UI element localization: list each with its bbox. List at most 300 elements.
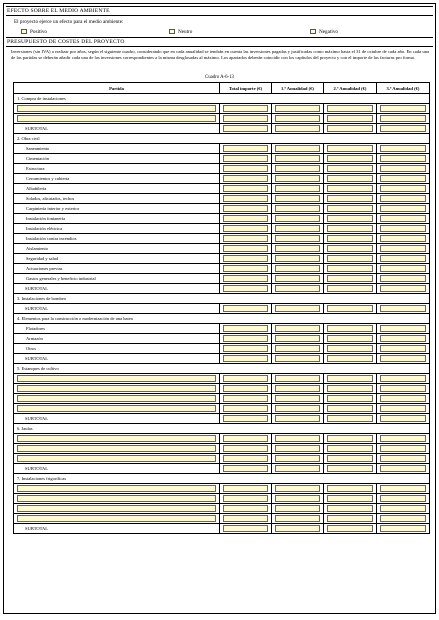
subtotal-row-amount-cell [220,284,272,294]
item-description-input[interactable] [17,445,216,452]
blank-item-row-amount-input[interactable] [327,395,373,402]
blank-item-row-amount-input[interactable] [223,105,268,112]
blank-item-row-amount-input[interactable] [275,515,320,522]
obra-civil-item-row-amount-input[interactable] [223,205,268,212]
blank-item-row-amount-cell [324,434,377,444]
subtotal-row-amount-input[interactable] [223,285,268,292]
subtotal-row-amount-cell [377,304,430,314]
obra-civil-item-row-amount-cell [324,234,377,244]
divider [6,15,433,16]
blank-item-row-amount-input[interactable] [327,505,373,512]
blank-item-row-amount-input[interactable] [275,375,320,382]
obra-civil-item-row-amount-input[interactable] [223,235,268,242]
obra-civil-item-row-amount-input[interactable] [327,235,373,242]
obra-civil-item-row-amount-input[interactable] [223,185,268,192]
blank-item-row-amount-input[interactable] [327,405,373,412]
item-description-input[interactable] [17,485,216,492]
subtotal-row-amount-cell [272,414,324,424]
obra-civil-item-row-amount-cell [272,154,324,164]
subtotal-row-amount-input[interactable] [380,285,426,292]
blank-item-row-amount-input[interactable] [275,485,320,492]
obra-civil-item-row [14,204,430,214]
subtotal-row-amount-input[interactable] [327,525,373,532]
subtotal-row-amount-input[interactable] [380,305,426,312]
item-description-input[interactable] [17,385,216,392]
blank-item-row-amount-input[interactable] [275,505,320,512]
environment-question: El proyecto ejerce un efecto para el medio ambiente: [14,19,124,25]
category-row-obra-civil [14,134,430,144]
obra-civil-item-row-amount-cell [272,244,324,254]
subtotal-row-amount-input[interactable] [327,465,373,472]
obra-civil-item-row-amount-input[interactable] [275,225,320,232]
obra-civil-item-row-amount-input[interactable] [327,245,373,252]
obra-civil-item-row-amount-input[interactable] [275,175,320,182]
subtotal-row-amount-input[interactable] [223,355,268,362]
obra-civil-item-row [14,184,430,194]
blank-item-row-amount-cell [324,514,377,524]
blank-item-row-amount-input[interactable] [275,435,320,442]
subtotal-row-amount-cell [377,354,430,364]
blank-item-row-amount-input[interactable] [223,495,268,502]
divider [6,37,433,38]
blank-item-row [14,514,430,524]
batea-item-row-amount-input[interactable] [275,345,320,352]
batea-item-row-amount-input[interactable] [380,335,426,342]
blank-item-row-amount-input[interactable] [223,445,268,452]
subtotal-row-amount-input[interactable] [380,415,426,422]
blank-item-row-amount-cell [324,374,377,384]
blank-item-row-amount-input[interactable] [275,455,320,462]
blank-item-row-amount-cell [272,114,324,124]
obra-civil-item-row-amount-cell [272,274,324,284]
blank-item-row-amount-cell [220,454,272,464]
obra-civil-item-row-amount-input[interactable] [223,215,268,222]
subtotal-row-amount-input[interactable] [275,285,320,292]
blank-item-row [14,404,430,414]
blank-item-row-amount-input[interactable] [223,385,268,392]
batea-item-row-amount-input[interactable] [223,335,268,342]
obra-civil-item-row-amount-input[interactable] [223,145,268,152]
blank-item-row-amount-input[interactable] [275,115,320,122]
batea-item-row-amount-cell [377,334,430,344]
blank-item-row [14,444,430,454]
blank-item-row-amount-cell [324,494,377,504]
batea-item-row [14,344,430,354]
item-label: Instalación contra incendios [14,234,220,244]
item-label: Estructura [14,164,220,174]
obra-civil-item-row-amount-input[interactable] [380,195,426,202]
blank-item-row-amount-input[interactable] [223,455,268,462]
blank-item-row-amount-input[interactable] [380,455,426,462]
blank-item-row-amount-input[interactable] [327,435,373,442]
item-label: SUBTOTAL [14,414,220,424]
obra-civil-item-row-amount-input[interactable] [327,265,373,272]
batea-item-row-amount-input[interactable] [275,325,320,332]
category-label: 1. Compra de instalaciones [14,94,430,104]
obra-civil-item-row-amount-input[interactable] [380,245,426,252]
obra-civil-item-row-amount-input[interactable] [275,145,320,152]
obra-civil-item-row-amount-input[interactable] [380,175,426,182]
obra-civil-item-row-amount-input[interactable] [275,205,320,212]
subtotal-row-amount-cell [272,124,324,134]
subtotal-row-amount-input[interactable] [223,465,268,472]
obra-civil-item-row-amount-cell [272,144,324,154]
blank-item-row [14,504,430,514]
subtotal-row-amount-input[interactable] [380,125,426,132]
obra-civil-item-row [14,174,430,184]
blank-item-row-amount-input[interactable] [275,495,320,502]
obra-civil-item-row-amount-cell [272,264,324,274]
obra-civil-item-row [14,144,430,154]
blank-item-row-amount-cell [324,504,377,514]
blank-item-row-amount-input[interactable] [223,515,268,522]
item-description-input[interactable] [17,375,216,382]
option-label-neutro: Neutro [178,29,193,35]
obra-civil-item-row-amount-input[interactable] [275,215,320,222]
blank-item-row-amount-input[interactable] [275,405,320,412]
budget-table [13,82,430,534]
blank-item-row-amount-input[interactable] [327,105,373,112]
subtotal-row-amount-input[interactable] [380,525,426,532]
obra-civil-item-row-amount-input[interactable] [327,185,373,192]
blank-item-row-amount-cell [377,444,430,454]
item-label: SUBTOTAL [14,304,220,314]
blank-item-row-amount-cell [272,404,324,414]
obra-civil-item-row-amount-input[interactable] [380,215,426,222]
obra-civil-item-row-amount-input[interactable] [380,275,426,282]
obra-civil-item-row-amount-input[interactable] [327,225,373,232]
blank-item-row-amount-input[interactable] [380,515,426,522]
obra-civil-item-row-amount-input[interactable] [275,185,320,192]
obra-civil-item-row-amount-input[interactable] [380,155,426,162]
blank-item-row-amount-cell [324,484,377,494]
blank-item-row-amount-input[interactable] [327,455,373,462]
blank-item-row-amount-cell [377,394,430,404]
item-description-cell [14,384,220,394]
blank-item-row [14,374,430,384]
obra-civil-item-row-amount-input[interactable] [380,225,426,232]
blank-item-row-amount-input[interactable] [223,505,268,512]
obra-civil-item-row-amount-input[interactable] [327,165,373,172]
subtotal-row-amount-input[interactable] [275,415,320,422]
category-label: 6. Jaulas [14,424,430,434]
batea-item-row-amount-input[interactable] [327,325,373,332]
obra-civil-item-row-amount-input[interactable] [327,175,373,182]
obra-civil-item-row [14,264,430,274]
item-description-input[interactable] [17,435,216,442]
item-description-input[interactable] [17,505,216,512]
batea-item-row-amount-cell [324,324,377,334]
checkbox-neutro[interactable] [169,29,175,34]
blank-item-row-amount-input[interactable] [327,375,373,382]
batea-item-row-amount-cell [272,324,324,334]
subtotal-row-amount-cell [377,124,430,134]
blank-item-row-amount-cell [272,374,324,384]
blank-item-row-amount-cell [324,384,377,394]
obra-civil-item-row-amount-input[interactable] [327,195,373,202]
subtotal-row-amount-input[interactable] [327,355,373,362]
item-label: Instalación eléctrica [14,224,220,234]
batea-item-row-amount-input[interactable] [380,325,426,332]
subtotal-row-amount-input[interactable] [275,305,320,312]
subtotal-row-amount-input[interactable] [327,125,373,132]
item-label: Gastos generales y beneficio industrial [14,274,220,284]
obra-civil-item-row-amount-cell [324,144,377,154]
option-label-negativo: Negativo [319,29,339,35]
blank-item-row-amount-cell [220,484,272,494]
obra-civil-item-row [14,154,430,164]
obra-civil-item-row-amount-input[interactable] [275,245,320,252]
category-row-frigorificas [14,474,430,484]
obra-civil-item-row-amount-cell [220,274,272,284]
obra-civil-item-row-amount-input[interactable] [223,225,268,232]
item-description-input[interactable] [17,495,216,502]
batea-item-row-amount-cell [324,344,377,354]
batea-item-row-amount-input[interactable] [275,335,320,342]
batea-item-row-amount-input[interactable] [223,345,268,352]
blank-item-row-amount-cell [377,114,430,124]
obra-civil-item-row-amount-input[interactable] [275,155,320,162]
item-description-input[interactable] [17,455,216,462]
blank-item-row-amount-cell [324,104,377,114]
blank-item-row-amount-input[interactable] [223,485,268,492]
obra-civil-item-row-amount-input[interactable] [223,255,268,262]
obra-civil-item-row-amount-input[interactable] [327,215,373,222]
blank-item-row-amount-cell [377,434,430,444]
batea-item-row-amount-input[interactable] [223,325,268,332]
blank-item-row-amount-input[interactable] [380,485,426,492]
obra-civil-item-row-amount-input[interactable] [223,175,268,182]
obra-civil-item-row-amount-cell [377,174,430,184]
blank-item-row-amount-input[interactable] [380,385,426,392]
obra-civil-item-row-amount-input[interactable] [380,255,426,262]
obra-civil-item-row-amount-input[interactable] [380,145,426,152]
obra-civil-item-row-amount-cell [220,144,272,154]
blank-item-row-amount-cell [272,484,324,494]
item-label: SUBTOTAL [14,464,220,474]
subtotal-row-amount-input[interactable] [223,525,268,532]
blank-item-row-amount-cell [377,504,430,514]
blank-item-row-amount-input[interactable] [380,405,426,412]
option-label-positivo: Positivo [30,29,48,35]
obra-civil-item-row [14,244,430,254]
obra-civil-item-row-amount-cell [220,264,272,274]
obra-civil-item-row-amount-input[interactable] [275,265,320,272]
item-description-input[interactable] [17,115,216,122]
batea-item-row-amount-cell [220,334,272,344]
header-anualidad-1: 1.ª Anualidad (€) [272,83,324,94]
blank-item-row-amount-input[interactable] [327,115,373,122]
category-row-batea [14,314,430,324]
divider [6,6,433,7]
item-label: Seguridad y salud [14,254,220,264]
blank-item-row-amount-input[interactable] [327,445,373,452]
subtotal-row-amount-input[interactable] [380,355,426,362]
table-header-row [14,83,430,94]
subtotal-row [14,354,430,364]
checkbox-positivo[interactable] [21,29,27,34]
obra-civil-item-row-amount-cell [377,204,430,214]
blank-item-row-amount-input[interactable] [380,445,426,452]
subtotal-row-amount-input[interactable] [275,465,320,472]
subtotal-row-amount-input[interactable] [223,415,268,422]
obra-civil-item-row-amount-input[interactable] [380,185,426,192]
batea-item-row-amount-input[interactable] [327,335,373,342]
blank-item-row-amount-input[interactable] [380,495,426,502]
item-description-cell [14,394,220,404]
obra-civil-item-row-amount-input[interactable] [380,235,426,242]
obra-civil-item-row-amount-input[interactable] [275,195,320,202]
subtotal-row-amount-cell [220,464,272,474]
header-anualidad-3: 3.ª Anualidad (€) [377,83,430,94]
subtotal-row-amount-input[interactable] [380,465,426,472]
blank-item-row-amount-input[interactable] [223,395,268,402]
batea-item-row-amount-cell [272,344,324,354]
blank-item-row [14,484,430,494]
subtotal-row-amount-cell [324,354,377,364]
obra-civil-item-row-amount-input[interactable] [275,275,320,282]
subtotal-row [14,464,430,474]
batea-item-row-amount-input[interactable] [380,345,426,352]
item-description-input[interactable] [17,395,216,402]
obra-civil-item-row-amount-input[interactable] [327,205,373,212]
item-description-input[interactable] [17,515,216,522]
blank-item-row-amount-cell [377,104,430,114]
obra-civil-item-row-amount-cell [220,234,272,244]
obra-civil-item-row-amount-input[interactable] [223,245,268,252]
obra-civil-item-row-amount-cell [220,154,272,164]
obra-civil-item-row-amount-input[interactable] [223,195,268,202]
obra-civil-item-row-amount-input[interactable] [380,205,426,212]
item-description-cell [14,504,220,514]
obra-civil-item-row-amount-input[interactable] [275,165,320,172]
obra-civil-item-row-amount-input[interactable] [380,165,426,172]
batea-item-row-amount-input[interactable] [327,345,373,352]
obra-civil-item-row-amount-input[interactable] [275,255,320,262]
blank-item-row-amount-cell [377,484,430,494]
obra-civil-item-row-amount-cell [220,244,272,254]
subtotal-row-amount-input[interactable] [223,305,268,312]
obra-civil-item-row [14,214,430,224]
item-label: SUBTOTAL [14,284,220,294]
blank-item-row-amount-input[interactable] [275,105,320,112]
section-title-medio-ambiente: EFECTO SOBRE EL MEDIO AMBIENTE [7,8,110,14]
obra-civil-item-row-amount-input[interactable] [380,265,426,272]
subtotal-row-amount-cell [272,354,324,364]
subtotal-row-amount-input[interactable] [275,355,320,362]
obra-civil-item-row-amount-cell [377,264,430,274]
subtotal-row-amount-input[interactable] [327,415,373,422]
blank-item-row-amount-input[interactable] [275,385,320,392]
form-page [3,3,436,614]
obra-civil-item-row-amount-cell [272,204,324,214]
obra-civil-item-row-amount-cell [272,174,324,184]
item-description-input[interactable] [17,405,216,412]
blank-item-row [14,494,430,504]
blank-item-row-amount-input[interactable] [275,445,320,452]
batea-item-row-amount-cell [220,324,272,334]
subtotal-row [14,304,430,314]
blank-item-row-amount-input[interactable] [223,435,268,442]
blank-item-row-amount-cell [272,454,324,464]
blank-item-row-amount-input[interactable] [327,385,373,392]
obra-civil-item-row-amount-input[interactable] [275,235,320,242]
obra-civil-item-row-amount-cell [272,224,324,234]
obra-civil-item-row-amount-cell [220,204,272,214]
item-description-input[interactable] [17,105,216,112]
obra-civil-item-row-amount-cell [272,194,324,204]
blank-item-row-amount-cell [377,404,430,414]
obra-civil-item-row-amount-input[interactable] [223,275,268,282]
blank-item-row-amount-cell [377,494,430,504]
subtotal-row-amount-input[interactable] [327,285,373,292]
subtotal-row-amount-cell [272,304,324,314]
blank-item-row-amount-cell [272,104,324,114]
blank-item-row-amount-input[interactable] [380,105,426,112]
obra-civil-item-row [14,234,430,244]
category-label: 2. Obra civil [14,134,430,144]
subtotal-row-amount-cell [377,524,430,534]
blank-item-row-amount-input[interactable] [380,375,426,382]
subtotal-row-amount-input[interactable] [275,525,320,532]
subtotal-row-amount-cell [324,464,377,474]
blank-item-row-amount-input[interactable] [327,485,373,492]
obra-civil-item-row-amount-input[interactable] [327,255,373,262]
blank-item-row-amount-input[interactable] [380,435,426,442]
blank-item-row-amount-input[interactable] [327,515,373,522]
subtotal-row-amount-input[interactable] [223,125,268,132]
blank-item-row-amount-cell [272,514,324,524]
blank-item-row-amount-input[interactable] [380,505,426,512]
subtotal-row-amount-cell [324,124,377,134]
obra-civil-item-row-amount-input[interactable] [327,155,373,162]
obra-civil-item-row-amount-input[interactable] [223,155,268,162]
subtotal-row-amount-cell [220,354,272,364]
subtotal-row-amount-input[interactable] [275,125,320,132]
subtotal-row-amount-cell [377,464,430,474]
blank-item-row-amount-input[interactable] [327,495,373,502]
blank-item-row-amount-input[interactable] [223,375,268,382]
blank-item-row-amount-input[interactable] [275,395,320,402]
subtotal-row-amount-cell [324,284,377,294]
obra-civil-item-row-amount-cell [324,164,377,174]
item-label: Aislamiento [14,244,220,254]
blank-item-row-amount-input[interactable] [380,115,426,122]
category-label: 5. Estanques de cultivo [14,364,430,374]
blank-item-row-amount-input[interactable] [380,395,426,402]
obra-civil-item-row-amount-cell [324,214,377,224]
blank-item-row-amount-cell [220,104,272,114]
blank-item-row-amount-cell [272,434,324,444]
obra-civil-item-row-amount-input[interactable] [223,165,268,172]
subtotal-row-amount-input[interactable] [327,305,373,312]
obra-civil-item-row-amount-cell [324,264,377,274]
checkbox-negativo[interactable] [310,29,316,34]
item-label: Albañilería [14,184,220,194]
blank-item-row-amount-cell [220,384,272,394]
blank-item-row-amount-input[interactable] [223,115,268,122]
blank-item-row-amount-input[interactable] [223,405,268,412]
obra-civil-item-row-amount-input[interactable] [327,145,373,152]
obra-civil-item-row-amount-input[interactable] [327,275,373,282]
item-label: Cimentación [14,154,220,164]
item-label: Carpintería interior y exterior [14,204,220,214]
blank-item-row-amount-cell [324,394,377,404]
blank-item-row-amount-cell [324,114,377,124]
item-description-cell [14,494,220,504]
obra-civil-item-row-amount-input[interactable] [223,265,268,272]
obra-civil-item-row-amount-cell [377,234,430,244]
